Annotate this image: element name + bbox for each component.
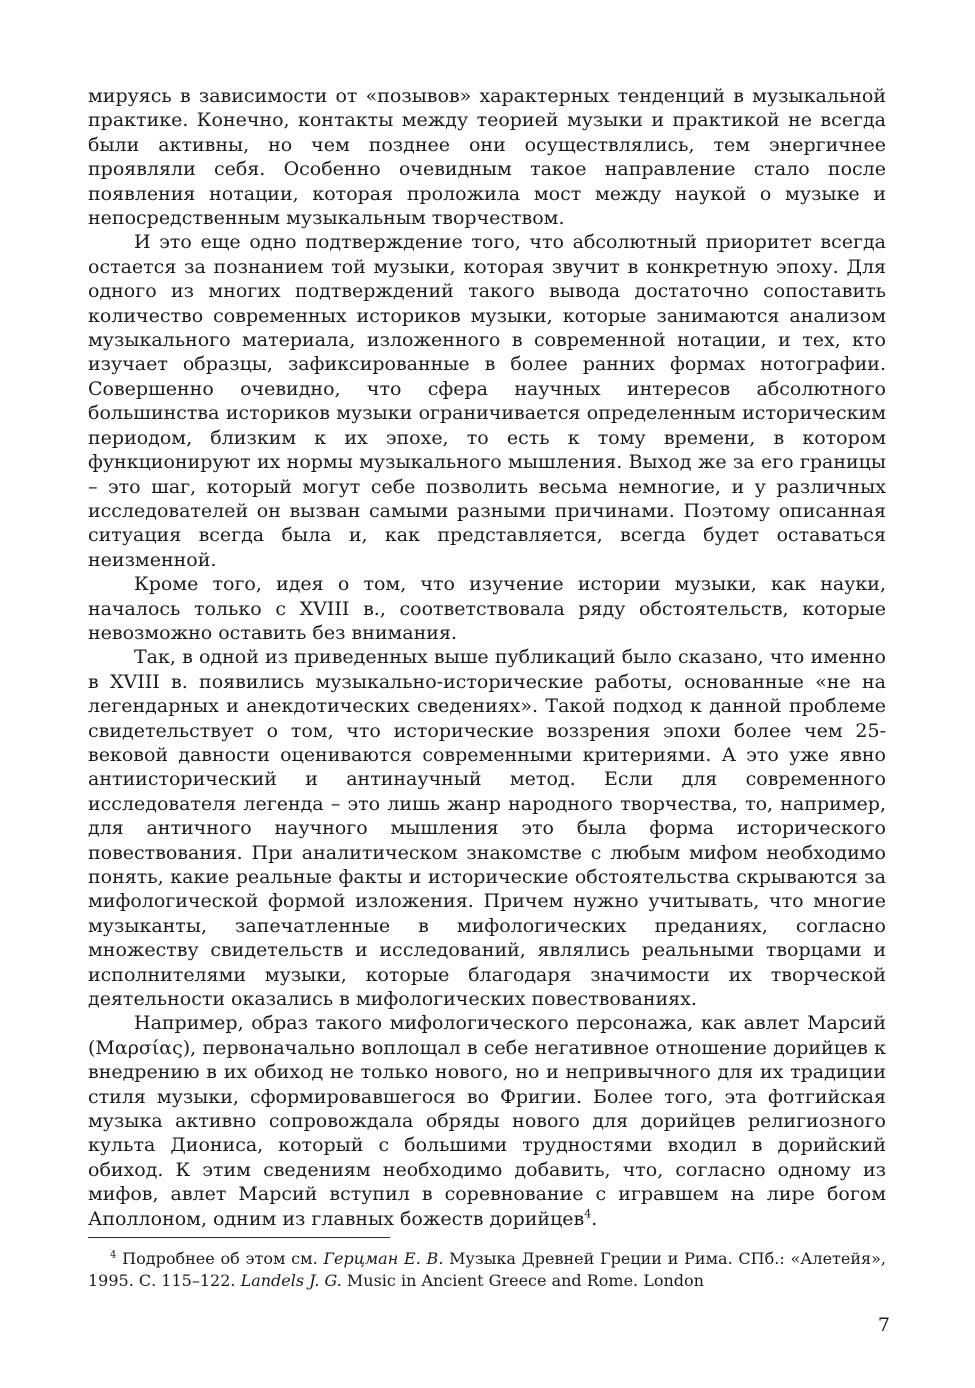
footnote-marker: 4 bbox=[110, 1249, 117, 1261]
footnote-author-2: Landels J. G. bbox=[240, 1271, 342, 1290]
footnote bbox=[88, 1248, 886, 1292]
paragraph-3: Кроме того, идея о том, что изучение истории музыки, как науки, началось только с XVIII в., соответствовала ряду обстоятельств, которые невозможно оставить без внимания. bbox=[88, 573, 886, 644]
paragraph-2: И это еще одно подтверждение того, что абсолютный приоритет всегда остается за познанием той музыки, которая звучит в конкретную эпоху. Для одного из многих подтверждений такого вывода достаточно сопоставить количество современных историков музыки, которые занимаются анализом музыкального материала, изложенного в современной нотации, и тех, кто изучает образцы, зафиксированные в более ранних формах нотографии. Совершенно очевидно, что сфера научных интересов абсолютного большинства историков музыки ограничивается определенным историческим периодом, близким к их эпохе, то есть к тому времени, в котором функционируют их нормы музыкального мышления. Выход же за его границы – это шаг, который могут себе позволить весьма немногие, и у различных исследователей он вызван самыми разными причинами. Поэтому описанная ситуация всегда была и, как представляется, всегда будет оставаться неизменной. bbox=[88, 231, 886, 571]
footnote-text-3: Music in Ancient Greece and Rome. London bbox=[341, 1271, 704, 1290]
paragraph-4: Так, в одной из приведенных выше публикаций было сказано, что именно в XVIII в. появились музыкально-исторические работы, основанные «не на легендарных и анекдотических сведениях». Такой подход к данной проблеме свидетельствует о том, что исторические воззрения эпохи более чем 25-вековой давности оцениваются современными критериями. А это уже явно антиисторический и антинаучный метод. Если для современного исследователя легенда – это лишь жанр народного творчества, то, например, для античного научного мышления это была форма исторического повествования. При аналитическом знакомстве с любым мифом необходимо понять, какие реальные факты и исторические обстоятельства скрываются за мифологической формой изложения. Причем нужно учитывать, что многие музыканты, запечатленные в мифологических преданиях, согласно множеству свидетельств и исследований, являлись реальными творцами и исполнителями музыки, которые благодаря значимости их творческой деятельности оказались в мифологических повествованиях. bbox=[88, 646, 886, 1011]
footnote-text-2: Музыка Древней Греции и Рима. СПб.: «Алетейя», 1995. С. 115–122. bbox=[88, 1249, 887, 1290]
page-body bbox=[88, 84, 886, 1231]
footnote-author-1: Герцман Е. В. bbox=[323, 1249, 444, 1268]
paragraph-5-text: Например, образ такого мифологического персонажа, как авлет Марсий (Μαρσίας), первоначально воплощал в себе негативное отношение дорийцев к внедрению в их обиход не только нового, но и непривычного для их традиции стиля музыки, сформировавшегося во Фригии. Более того, эта фотгийская музыка активно сопровождала обряды нового для дорийцев религиозного культа Диониса, который с большими трудностями входил в дорийский обиход. К этим сведениям необходимо добавить, что, согласно одному из мифов, авлет Марсий вступил в соревнование с игравшем на лире богом Аполлоном, одним из главных божеств дорийцев bbox=[88, 1012, 886, 1230]
footnote-divider bbox=[88, 1237, 390, 1238]
paragraph-1: мируясь в зависимости от «позывов» характерных тенденций в музыкальной практике. Конечно, контакты между теорией музыки и практикой не всегда были активны, но чем позднее они осуществлялись, тем энергичнее проявляли себя. Особенно очевидным такое направление стало после появления нотации, которая проложила мост между наукой о музыке и непосредственным музыкальным творчеством. bbox=[88, 85, 886, 230]
page-number: 7 bbox=[877, 1314, 890, 1336]
footnote-reference[interactable]: 4 bbox=[584, 1207, 592, 1221]
paragraph-5 bbox=[88, 1011, 886, 1231]
footnote-text-1: Подробнее об этом см. bbox=[122, 1249, 324, 1268]
paragraph-5-end: . bbox=[591, 1207, 598, 1230]
